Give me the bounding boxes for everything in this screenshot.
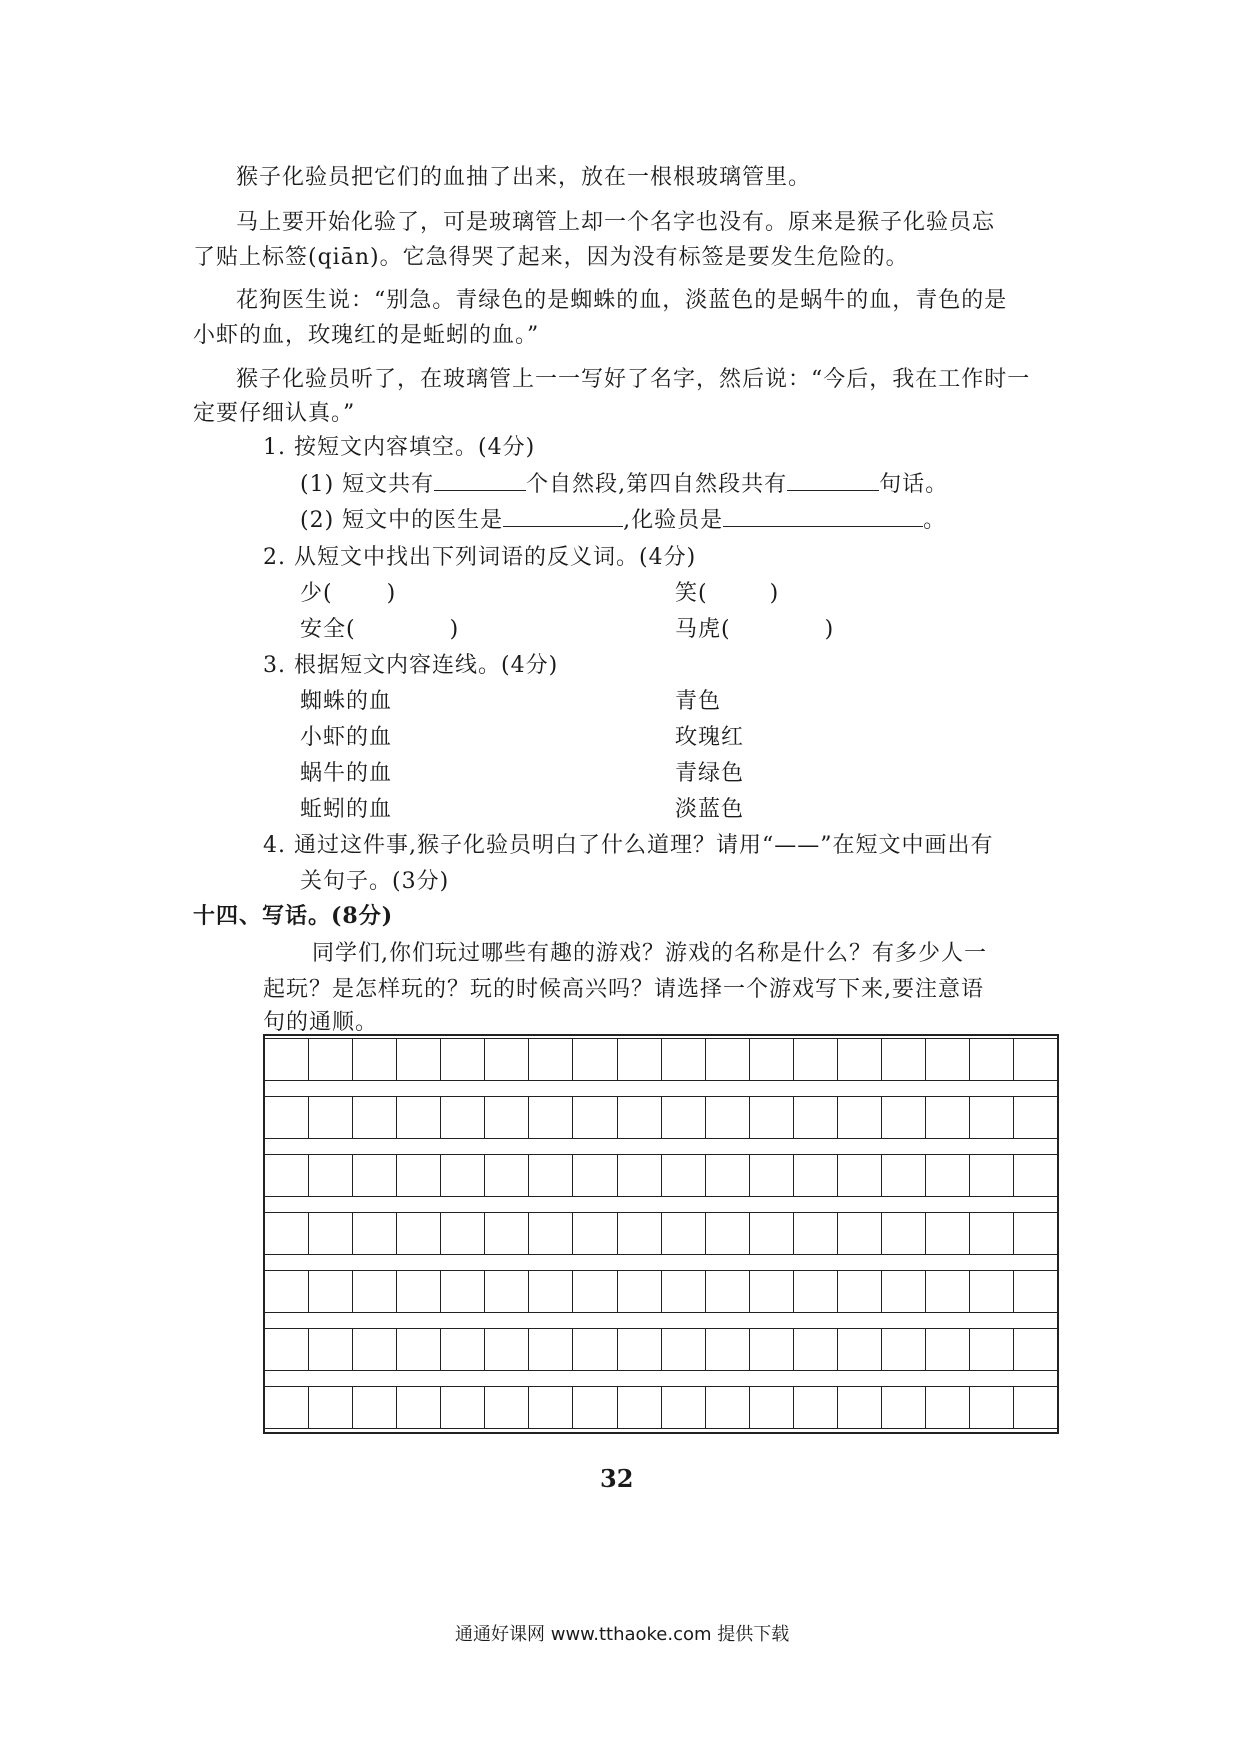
writing-grid-cell[interactable] bbox=[529, 1155, 573, 1196]
writing-grid-cell[interactable] bbox=[750, 1271, 794, 1312]
writing-grid-cell[interactable] bbox=[926, 1155, 970, 1196]
writing-grid-cell[interactable] bbox=[1014, 1387, 1057, 1428]
writing-grid-cell[interactable] bbox=[485, 1155, 529, 1196]
footer-credit: 通通好课网 www.tthaoke.com 提供下载 bbox=[455, 1624, 790, 1645]
writing-grid-cell[interactable] bbox=[529, 1271, 573, 1312]
story-paragraph-1: 猴子化验员把它们的血抽了出来，放在一根根玻璃管里。 bbox=[236, 165, 812, 190]
writing-grid-cell[interactable] bbox=[441, 1329, 485, 1370]
writing-grid-cell[interactable] bbox=[441, 1155, 485, 1196]
writing-grid-cell[interactable] bbox=[353, 1387, 397, 1428]
writing-grid-cell[interactable] bbox=[706, 1271, 750, 1312]
question-3-title: 3. 根据短文内容连线。(4分) bbox=[263, 653, 559, 678]
story-paragraph-3-line-1: 花狗医生说：“别急。青绿色的是蜘蛛的血，淡蓝色的是蜗牛的血，青色的是 bbox=[236, 288, 1008, 313]
writing-grid-cell[interactable] bbox=[397, 1097, 441, 1138]
story-paragraph-3-line-2: 小虾的血，玫瑰红的是蚯蚓的血。” bbox=[193, 323, 540, 348]
question-1-item-1 bbox=[300, 467, 948, 498]
writing-grid-cell[interactable] bbox=[618, 1271, 662, 1312]
writing-grid-cell[interactable] bbox=[662, 1097, 706, 1138]
writing-grid-cell[interactable] bbox=[397, 1271, 441, 1312]
writing-grid-cell[interactable] bbox=[1014, 1097, 1057, 1138]
writing-grid-cell[interactable] bbox=[750, 1387, 794, 1428]
writing-grid-cell[interactable] bbox=[353, 1271, 397, 1312]
writing-grid-row bbox=[265, 1270, 1057, 1313]
writing-grid-cell[interactable] bbox=[838, 1213, 882, 1254]
writing-grid-cell[interactable] bbox=[882, 1155, 926, 1196]
writing-grid-cell[interactable] bbox=[265, 1213, 309, 1254]
writing-grid-cell[interactable] bbox=[838, 1097, 882, 1138]
writing-grid-cell[interactable] bbox=[441, 1213, 485, 1254]
writing-grid-cell[interactable] bbox=[794, 1155, 838, 1196]
writing-grid-cell[interactable] bbox=[529, 1213, 573, 1254]
writing-grid-cell[interactable] bbox=[750, 1155, 794, 1196]
match-left-item[interactable]: 蜗牛的血 bbox=[300, 761, 393, 786]
writing-grid-cell[interactable] bbox=[794, 1271, 838, 1312]
question-2-title: 2. 从短文中找出下列词语的反义词。(4分) bbox=[263, 545, 697, 570]
writing-grid-cell[interactable] bbox=[573, 1097, 617, 1138]
question-1-item-2 bbox=[300, 503, 946, 534]
writing-grid-cell[interactable] bbox=[970, 1329, 1014, 1370]
answer-blank-paragraph-count[interactable] bbox=[434, 470, 526, 491]
writing-grid-row bbox=[265, 1328, 1057, 1371]
writing-grid-cell[interactable] bbox=[970, 1213, 1014, 1254]
writing-grid-cell[interactable] bbox=[662, 1271, 706, 1312]
q1-s2-text-a: (2) 短文中的医生是 bbox=[300, 508, 504, 533]
writing-grid-cell[interactable] bbox=[397, 1213, 441, 1254]
writing-grid-cell[interactable] bbox=[750, 1097, 794, 1138]
writing-grid-cell[interactable] bbox=[353, 1155, 397, 1196]
writing-grid-cell[interactable] bbox=[265, 1039, 309, 1080]
writing-grid-cell[interactable] bbox=[618, 1213, 662, 1254]
writing-grid-cell[interactable] bbox=[441, 1039, 485, 1080]
writing-grid-cell[interactable] bbox=[353, 1097, 397, 1138]
antonym-item-shao bbox=[300, 576, 396, 607]
writing-grid-cell[interactable] bbox=[1014, 1271, 1057, 1312]
q1-s1-text-c: 句话。 bbox=[879, 472, 949, 497]
writing-grid-cell[interactable] bbox=[485, 1213, 529, 1254]
antonym-word-anquan: 安全( bbox=[300, 617, 356, 642]
writing-grid-row bbox=[265, 1386, 1057, 1429]
question-4-line-1: 4. 通过这件事,猴子化验员明白了什么道理？请用“——”在短文中画出有 bbox=[263, 833, 994, 858]
writing-grid-cell[interactable] bbox=[1014, 1329, 1057, 1370]
writing-grid-cell[interactable] bbox=[309, 1329, 353, 1370]
antonym-word-xiao: 笑( bbox=[675, 581, 708, 606]
match-left-item[interactable]: 蜘蛛的血 bbox=[300, 689, 393, 714]
writing-grid-cell[interactable] bbox=[485, 1329, 529, 1370]
writing-grid-cell[interactable] bbox=[882, 1039, 926, 1080]
writing-grid-cell[interactable] bbox=[882, 1329, 926, 1370]
writing-grid-cell[interactable] bbox=[750, 1213, 794, 1254]
writing-grid-cell[interactable] bbox=[794, 1387, 838, 1428]
q1-s1-text-b: 个自然段,第四自然段共有 bbox=[526, 472, 788, 497]
writing-prompt-line-2: 起玩？是怎样玩的？玩的时候高兴吗？请选择一个游戏写下来,要注意语 bbox=[263, 977, 984, 1002]
writing-grid-cell[interactable] bbox=[353, 1213, 397, 1254]
writing-grid-cell[interactable] bbox=[573, 1387, 617, 1428]
writing-grid-cell[interactable] bbox=[353, 1329, 397, 1370]
writing-grid-cell[interactable] bbox=[309, 1271, 353, 1312]
writing-grid-cell[interactable] bbox=[706, 1329, 750, 1370]
writing-grid-cell[interactable] bbox=[838, 1387, 882, 1428]
writing-grid-cell[interactable] bbox=[309, 1155, 353, 1196]
writing-grid-cell[interactable] bbox=[265, 1329, 309, 1370]
match-right-item[interactable]: 青绿色 bbox=[675, 761, 745, 786]
antonym-item-anquan bbox=[300, 612, 459, 643]
writing-grid-cell[interactable] bbox=[573, 1271, 617, 1312]
antonym-word-mahu: 马虎( bbox=[675, 617, 731, 642]
match-right-item[interactable]: 玫瑰红 bbox=[675, 725, 745, 750]
question-4-line-2: 关句子。(3分) bbox=[300, 869, 450, 894]
writing-grid-cell[interactable] bbox=[353, 1039, 397, 1080]
writing-grid-cell[interactable] bbox=[750, 1039, 794, 1080]
writing-grid-cell[interactable] bbox=[838, 1329, 882, 1370]
paren-close: ) bbox=[449, 617, 460, 642]
writing-grid-cell[interactable] bbox=[882, 1213, 926, 1254]
writing-grid-cell[interactable] bbox=[309, 1097, 353, 1138]
writing-prompt-line-1: 同学们,你们玩过哪些有趣的游戏？游戏的名称是什么？有多少人一 bbox=[312, 941, 987, 966]
paren-close: ) bbox=[824, 617, 835, 642]
writing-grid-cell[interactable] bbox=[926, 1039, 970, 1080]
match-right-item[interactable]: 淡蓝色 bbox=[675, 797, 745, 822]
writing-grid-cell[interactable] bbox=[529, 1097, 573, 1138]
paren-close: ) bbox=[769, 581, 780, 606]
writing-grid-cell[interactable] bbox=[838, 1039, 882, 1080]
writing-grid-cell[interactable] bbox=[618, 1097, 662, 1138]
story-paragraph-2-line-2: 了贴上标签(qiān)。它急得哭了起来，因为没有标签是要发生危险的。 bbox=[193, 245, 909, 270]
writing-grid-cell[interactable] bbox=[926, 1097, 970, 1138]
writing-grid-cell[interactable] bbox=[573, 1329, 617, 1370]
writing-grid-cell[interactable] bbox=[838, 1155, 882, 1196]
writing-grid-cell[interactable] bbox=[794, 1213, 838, 1254]
q1-s1-text-a: (1) 短文共有 bbox=[300, 472, 435, 497]
match-right-item[interactable]: 青色 bbox=[675, 689, 722, 714]
antonym-word-shao: 少( bbox=[300, 581, 333, 606]
writing-prompt-line-3: 句的通顺。 bbox=[263, 1010, 379, 1035]
writing-grid-cell[interactable] bbox=[662, 1387, 706, 1428]
writing-grid-cell[interactable] bbox=[309, 1213, 353, 1254]
writing-grid-cell[interactable] bbox=[1014, 1213, 1057, 1254]
writing-grid-cell[interactable] bbox=[706, 1213, 750, 1254]
writing-grid-cell[interactable] bbox=[882, 1097, 926, 1138]
writing-grid-cell[interactable] bbox=[706, 1097, 750, 1138]
writing-grid-cell[interactable] bbox=[265, 1387, 309, 1428]
answer-blank-sentence-count[interactable] bbox=[787, 470, 879, 491]
writing-grid-cell[interactable] bbox=[485, 1097, 529, 1138]
answer-blank-lab-worker[interactable] bbox=[723, 506, 923, 527]
writing-grid-cell[interactable] bbox=[706, 1039, 750, 1080]
writing-grid-cell[interactable] bbox=[838, 1271, 882, 1312]
writing-grid-cell[interactable] bbox=[441, 1097, 485, 1138]
writing-grid-cell[interactable] bbox=[662, 1155, 706, 1196]
writing-grid-cell[interactable] bbox=[397, 1155, 441, 1196]
writing-grid-cell[interactable] bbox=[485, 1387, 529, 1428]
story-paragraph-2-line-1: 马上要开始化验了，可是玻璃管上却一个名字也没有。原来是猴子化验员忘 bbox=[236, 210, 996, 235]
q1-s2-text-c: 。 bbox=[923, 508, 947, 533]
writing-grid-cell[interactable] bbox=[397, 1039, 441, 1080]
writing-grid-cell[interactable] bbox=[485, 1039, 529, 1080]
writing-grid-cell[interactable] bbox=[970, 1387, 1014, 1428]
story-paragraph-4-line-1: 猴子化验员听了，在玻璃管上一一写好了名字，然后说：“今后，我在工作时一 bbox=[236, 367, 1031, 392]
writing-grid-cell[interactable] bbox=[573, 1155, 617, 1196]
writing-grid-cell[interactable] bbox=[970, 1155, 1014, 1196]
writing-grid-cell[interactable] bbox=[529, 1387, 573, 1428]
writing-grid-cell[interactable] bbox=[618, 1155, 662, 1196]
antonym-item-mahu bbox=[675, 612, 834, 643]
q1-s2-text-b: ,化验员是 bbox=[623, 508, 724, 533]
writing-grid-cell[interactable] bbox=[1014, 1155, 1057, 1196]
writing-grid-cell[interactable] bbox=[794, 1097, 838, 1138]
writing-grid-cell[interactable] bbox=[618, 1387, 662, 1428]
writing-grid-cell[interactable] bbox=[662, 1039, 706, 1080]
writing-grid-cell[interactable] bbox=[618, 1039, 662, 1080]
writing-grid-cell[interactable] bbox=[441, 1271, 485, 1312]
writing-grid-cell[interactable] bbox=[706, 1155, 750, 1196]
writing-grid-cell[interactable] bbox=[309, 1387, 353, 1428]
writing-grid-cell[interactable] bbox=[926, 1213, 970, 1254]
writing-grid-cell[interactable] bbox=[309, 1039, 353, 1080]
page-number: 32 bbox=[600, 1464, 634, 1493]
writing-grid-cell[interactable] bbox=[441, 1387, 485, 1428]
writing-grid-cell[interactable] bbox=[1014, 1039, 1057, 1080]
writing-grid-cell[interactable] bbox=[397, 1329, 441, 1370]
writing-grid-cell[interactable] bbox=[970, 1271, 1014, 1312]
writing-grid-cell[interactable] bbox=[618, 1329, 662, 1370]
writing-grid-cell[interactable] bbox=[397, 1387, 441, 1428]
paren-close: ) bbox=[386, 581, 397, 606]
writing-grid-cell[interactable] bbox=[265, 1271, 309, 1312]
writing-grid-cell[interactable] bbox=[926, 1387, 970, 1428]
writing-grid-row bbox=[265, 1038, 1057, 1081]
question-1-title: 1. 按短文内容填空。(4分) bbox=[263, 435, 536, 460]
writing-grid-row bbox=[265, 1212, 1057, 1255]
writing-grid-cell[interactable] bbox=[706, 1387, 750, 1428]
writing-grid-cell[interactable] bbox=[573, 1213, 617, 1254]
writing-grid-cell[interactable] bbox=[882, 1387, 926, 1428]
writing-grid-cell[interactable] bbox=[794, 1039, 838, 1080]
writing-grid-cell[interactable] bbox=[662, 1213, 706, 1254]
writing-grid-cell[interactable] bbox=[926, 1271, 970, 1312]
writing-grid-cell[interactable] bbox=[573, 1039, 617, 1080]
answer-blank-doctor[interactable] bbox=[503, 506, 623, 527]
writing-grid-cell[interactable] bbox=[485, 1271, 529, 1312]
match-left-item[interactable]: 蚯蚓的血 bbox=[300, 797, 393, 822]
match-left-item[interactable]: 小虾的血 bbox=[300, 725, 393, 750]
writing-grid-cell[interactable] bbox=[265, 1097, 309, 1138]
writing-grid-row bbox=[265, 1154, 1057, 1197]
writing-grid[interactable] bbox=[263, 1034, 1059, 1434]
story-paragraph-4-line-2: 定要仔细认真。” bbox=[193, 401, 356, 426]
writing-grid-cell[interactable] bbox=[926, 1329, 970, 1370]
writing-grid-cell[interactable] bbox=[529, 1039, 573, 1080]
antonym-item-xiao bbox=[675, 576, 779, 607]
writing-grid-cell[interactable] bbox=[970, 1039, 1014, 1080]
writing-grid-cell[interactable] bbox=[794, 1329, 838, 1370]
writing-grid-cell[interactable] bbox=[265, 1155, 309, 1196]
writing-grid-cell[interactable] bbox=[662, 1329, 706, 1370]
section-14-title: 十四、写话。(8分) bbox=[193, 903, 394, 929]
writing-grid-cell[interactable] bbox=[750, 1329, 794, 1370]
writing-grid-row bbox=[265, 1096, 1057, 1139]
writing-grid-cell[interactable] bbox=[882, 1271, 926, 1312]
writing-grid-cell[interactable] bbox=[970, 1097, 1014, 1138]
writing-grid-cell[interactable] bbox=[529, 1329, 573, 1370]
